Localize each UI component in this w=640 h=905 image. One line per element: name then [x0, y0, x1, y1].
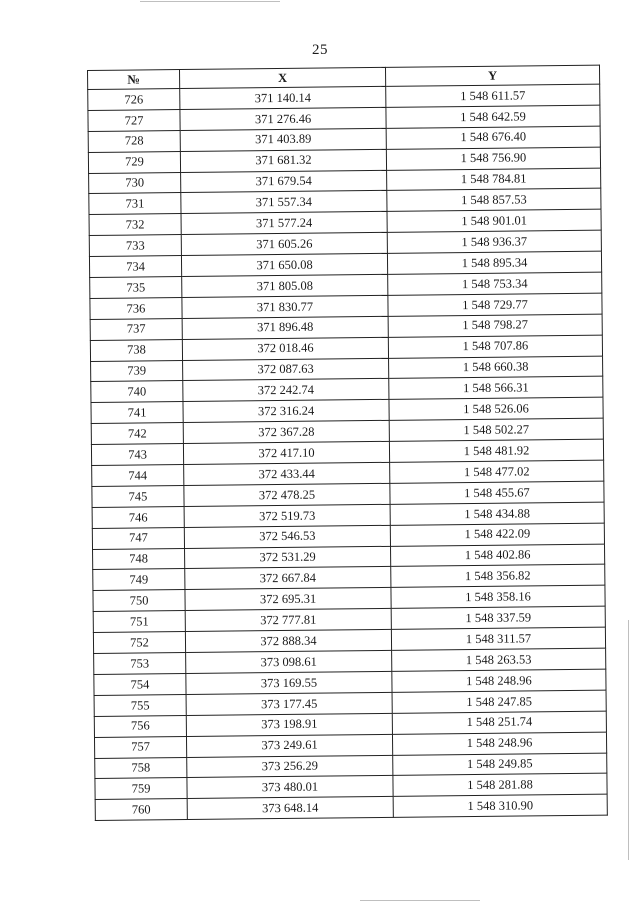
y-coordinate-cell: 1 548 402.86	[391, 544, 605, 567]
y-coordinate-cell: 1 548 247.85	[392, 690, 606, 713]
y-coordinate-cell: 1 548 248.96	[392, 732, 606, 755]
point-number-cell: 730	[89, 172, 181, 194]
y-coordinate-cell: 1 548 422.09	[390, 523, 604, 546]
x-coordinate-cell: 372 316.24	[183, 400, 389, 423]
point-number-cell: 744	[92, 465, 184, 487]
y-coordinate-cell: 1 548 281.88	[393, 773, 607, 796]
x-coordinate-cell: 371 276.46	[180, 107, 386, 130]
point-number-cell: 754	[94, 673, 186, 695]
y-coordinate-cell: 1 548 676.40	[386, 126, 600, 149]
x-coordinate-cell: 371 557.34	[181, 191, 387, 214]
x-coordinate-cell: 371 650.08	[181, 253, 387, 276]
y-coordinate-cell: 1 548 358.16	[391, 585, 605, 608]
scan-edge-top	[140, 1, 280, 2]
point-number-cell: 732	[89, 214, 181, 236]
point-number-cell: 727	[88, 109, 180, 131]
point-number-cell: 755	[94, 694, 186, 716]
y-coordinate-cell: 1 548 248.96	[392, 669, 606, 692]
point-number-cell: 760	[95, 799, 187, 821]
y-coordinate-cell: 1 548 251.74	[392, 711, 606, 734]
y-coordinate-cell: 1 548 756.90	[386, 147, 600, 170]
point-number-cell: 739	[91, 360, 183, 382]
point-number-cell: 745	[92, 485, 184, 507]
point-number-cell: 750	[93, 590, 185, 612]
x-coordinate-cell: 372 546.53	[184, 525, 390, 548]
scan-edge-bottom	[360, 900, 480, 901]
header-number: №	[88, 70, 180, 90]
x-coordinate-cell: 371 140.14	[180, 86, 386, 109]
x-coordinate-cell: 372 777.81	[185, 609, 391, 632]
x-coordinate-cell: 372 667.84	[185, 567, 391, 590]
x-coordinate-cell: 372 087.63	[183, 358, 389, 381]
x-coordinate-cell: 373 648.14	[187, 797, 393, 820]
scan-edge-right	[628, 620, 629, 860]
x-coordinate-cell: 371 805.08	[182, 274, 388, 297]
point-number-cell: 741	[91, 402, 183, 424]
point-number-cell: 736	[90, 297, 182, 319]
point-number-cell: 733	[89, 235, 181, 257]
x-coordinate-cell: 372 433.44	[184, 462, 390, 485]
x-coordinate-cell: 371 577.24	[181, 212, 387, 235]
y-coordinate-cell: 1 548 455.67	[390, 481, 604, 504]
x-coordinate-cell: 372 519.73	[184, 504, 390, 527]
point-number-cell: 740	[91, 381, 183, 403]
y-coordinate-cell: 1 548 784.81	[387, 168, 601, 191]
point-number-cell: 737	[90, 318, 182, 340]
point-number-cell: 743	[91, 444, 183, 466]
y-coordinate-cell: 1 548 526.06	[389, 397, 603, 420]
x-coordinate-cell: 372 531.29	[185, 546, 391, 569]
y-coordinate-cell: 1 548 434.88	[390, 502, 604, 525]
x-coordinate-cell: 372 888.34	[185, 629, 391, 652]
point-number-cell: 756	[94, 715, 186, 737]
y-coordinate-cell: 1 548 477.02	[390, 460, 604, 483]
point-number-cell: 752	[93, 632, 185, 654]
y-coordinate-cell: 1 548 642.59	[386, 105, 600, 128]
header-y: Y	[385, 65, 599, 86]
y-coordinate-cell: 1 548 263.53	[392, 648, 606, 671]
y-coordinate-cell: 1 548 337.59	[391, 606, 605, 629]
point-number-cell: 726	[88, 89, 180, 111]
point-number-cell: 751	[93, 611, 185, 633]
point-number-cell: 758	[95, 757, 187, 779]
y-coordinate-cell: 1 548 566.31	[389, 377, 603, 400]
y-coordinate-cell: 1 548 901.01	[387, 209, 601, 232]
x-coordinate-cell: 372 367.28	[183, 421, 389, 444]
x-coordinate-cell: 371 605.26	[181, 233, 387, 256]
y-coordinate-cell: 1 548 311.57	[391, 627, 605, 650]
point-number-cell: 747	[92, 527, 184, 549]
x-coordinate-cell: 371 679.54	[181, 170, 387, 193]
y-coordinate-cell: 1 548 729.77	[388, 293, 602, 316]
point-number-cell: 748	[93, 548, 185, 570]
x-coordinate-cell: 372 478.25	[184, 483, 390, 506]
page-number: 25	[312, 42, 328, 58]
point-number-cell: 749	[93, 569, 185, 591]
coordinates-table	[87, 65, 608, 822]
x-coordinate-cell: 372 242.74	[183, 379, 389, 402]
table-row	[95, 794, 607, 820]
x-coordinate-cell: 371 896.48	[182, 316, 388, 339]
x-coordinate-cell: 372 018.46	[182, 337, 388, 360]
header-x: X	[180, 67, 386, 88]
y-coordinate-cell: 1 548 611.57	[386, 84, 600, 107]
x-coordinate-cell: 373 249.61	[186, 734, 392, 757]
y-coordinate-cell: 1 548 707.86	[388, 335, 602, 358]
x-coordinate-cell: 373 169.55	[186, 671, 392, 694]
y-coordinate-cell: 1 548 249.85	[393, 753, 607, 776]
point-number-cell: 735	[90, 277, 182, 299]
y-coordinate-cell: 1 548 660.38	[389, 356, 603, 379]
point-number-cell: 731	[89, 193, 181, 215]
y-coordinate-cell: 1 548 895.34	[387, 251, 601, 274]
y-coordinate-cell: 1 548 310.90	[393, 794, 607, 817]
point-number-cell: 728	[88, 130, 180, 152]
point-number-cell: 753	[94, 653, 186, 675]
y-coordinate-cell: 1 548 936.37	[387, 230, 601, 253]
x-coordinate-cell: 373 256.29	[187, 755, 393, 778]
x-coordinate-cell: 372 695.31	[185, 588, 391, 611]
y-coordinate-cell: 1 548 356.82	[391, 565, 605, 588]
y-coordinate-cell: 1 548 798.27	[388, 314, 602, 337]
point-number-cell: 742	[91, 423, 183, 445]
x-coordinate-cell: 373 177.45	[186, 692, 392, 715]
x-coordinate-cell: 373 098.61	[186, 650, 392, 673]
point-number-cell: 746	[92, 506, 184, 528]
point-number-cell: 729	[88, 151, 180, 173]
point-number-cell: 738	[90, 339, 182, 361]
point-number-cell: 759	[95, 778, 187, 800]
y-coordinate-cell: 1 548 502.27	[389, 418, 603, 441]
point-number-cell: 734	[89, 256, 181, 278]
x-coordinate-cell: 371 403.89	[180, 128, 386, 151]
x-coordinate-cell: 373 198.91	[186, 713, 392, 736]
y-coordinate-cell: 1 548 753.34	[388, 272, 602, 295]
x-coordinate-cell: 373 480.01	[187, 776, 393, 799]
y-coordinate-cell: 1 548 857.53	[387, 189, 601, 212]
y-coordinate-cell: 1 548 481.92	[389, 439, 603, 462]
x-coordinate-cell: 371 681.32	[180, 149, 386, 172]
x-coordinate-cell: 371 830.77	[182, 295, 388, 318]
x-coordinate-cell: 372 417.10	[183, 441, 389, 464]
point-number-cell: 757	[94, 736, 186, 758]
